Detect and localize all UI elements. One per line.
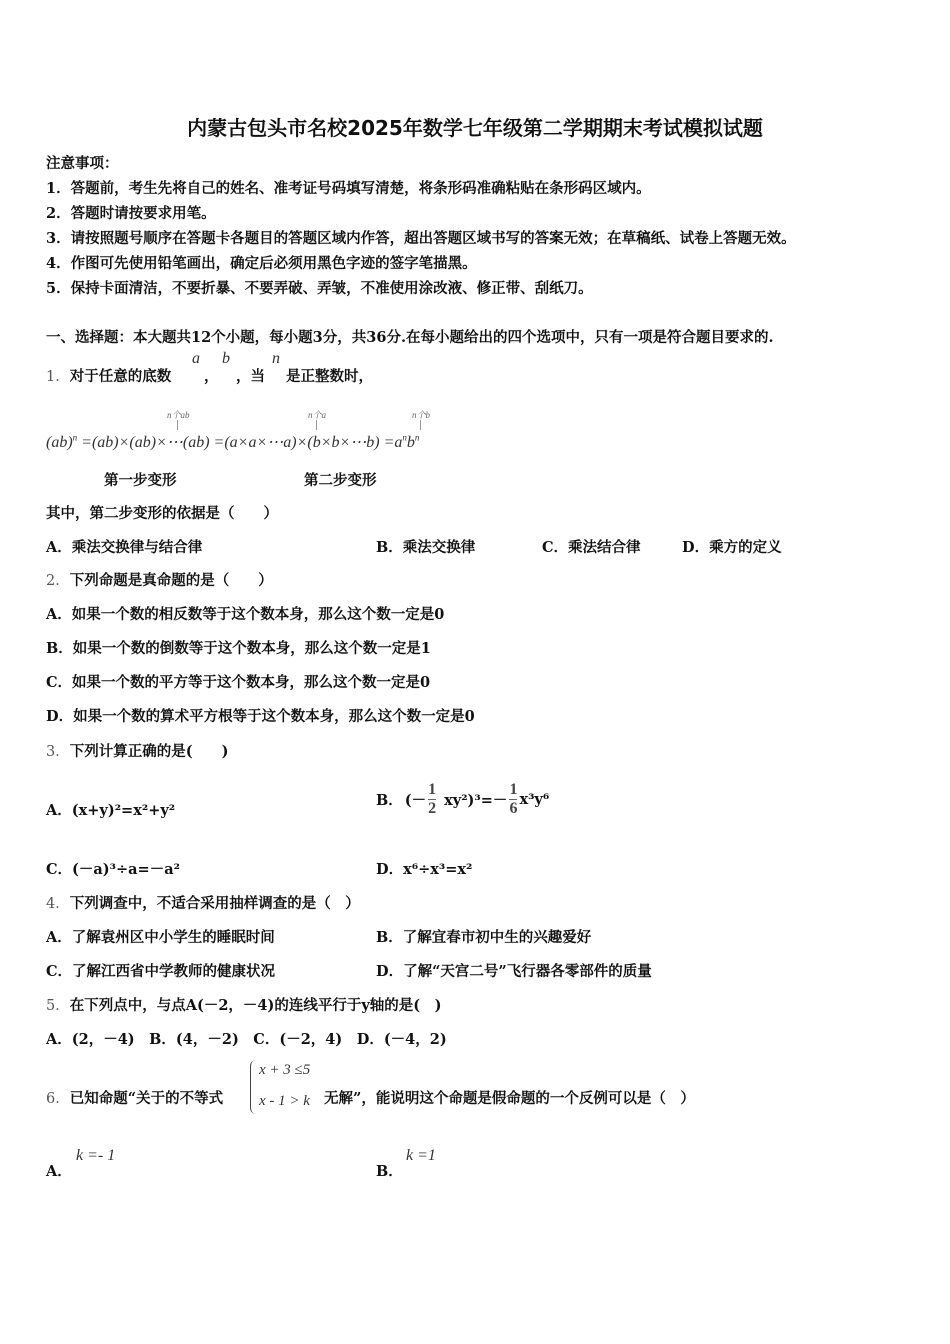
overbrace-label: n个ab <box>167 410 190 420</box>
overbrace-mark <box>316 420 317 430</box>
question-number: 6． <box>46 1091 70 1107</box>
option-a: A．乘法交换律与结合律 <box>46 539 203 556</box>
fraction: $\frac{1}{6}$ <box>509 780 518 817</box>
option-d: D．如果一个数的算术平方根等于这个数本身，那么这个数一定是0 <box>46 708 475 725</box>
option-d: D．乘方的定义 <box>682 539 782 556</box>
question-number: 1． <box>46 369 70 385</box>
formula-exp: n <box>72 432 78 443</box>
option-label: B． <box>376 1163 403 1180</box>
question-stem: 已知命题“关于的不等式 <box>69 1090 224 1107</box>
notice-item: 5．保持卡面清洁，不要折暴、不要弄破、弄皱，不准使用涂改液、修正带、刮纸刀。 <box>46 280 593 297</box>
notice-heading: 注意事项： <box>46 155 119 172</box>
notice-item: 4．作图可先使用铅笔画出，确定后必须用黑色字迹的签字笔描黑。 <box>46 255 477 272</box>
var-n: n <box>272 350 280 367</box>
notice-item: 3．请按照题号顺序在答题卡各题目的答题区域内作答，超出答题区域书写的答案无效；在草稿纸、试卷上答题无效。 <box>46 230 796 247</box>
option-label: A． <box>46 1163 72 1180</box>
fraction: $\frac{1}{2}$ <box>428 780 437 817</box>
option-label: C． <box>46 861 73 878</box>
question-stem-end: 无解”，能说明这个命题是假命题的一个反例可以是（ ） <box>324 1090 695 1107</box>
var-b: b <box>222 350 230 367</box>
overbrace-mark <box>177 420 178 430</box>
options-line: A．(2，－4) B．(4，－2) C．(－2，4) D．(－4，2) <box>46 1031 447 1048</box>
notice-item: 2．答题时请按要求用笔。 <box>46 205 216 222</box>
option-c: C．了解江西省中学教师的健康状况 <box>46 963 276 980</box>
overbrace-label: n个a <box>308 410 327 420</box>
option-d: x⁶÷x³=x² <box>403 861 473 878</box>
step-label: 第二步变形 <box>304 472 377 489</box>
option-c: C．如果一个数的平方等于这个数本身，那么这个数一定是0 <box>46 674 431 691</box>
inequality-brace <box>250 1060 257 1114</box>
option-a: A．了解袁州区中小学生的睡眠时间 <box>46 929 275 946</box>
question-prompt: 其中，第二步变形的依据是（ ） <box>46 505 278 522</box>
page-title: 内蒙古包头市名校2025年数学七年级第二学期期末考试模拟试题 <box>187 116 763 140</box>
option-a: k =- 1 <box>76 1147 116 1164</box>
formula-step1: =(ab)×(ab)×⋯(ab) <box>81 434 210 451</box>
question-stem: 下列计算正确的是( ) <box>69 743 229 760</box>
option-c: C．乘法结合律 <box>542 539 641 556</box>
option-label: B． <box>376 791 403 809</box>
question-number: 4． <box>46 896 70 912</box>
separator: ，当 <box>236 368 265 385</box>
inequality-1: x + 3 ≤5 <box>259 1062 311 1078</box>
option-c: (－a)³÷a=－a² <box>72 861 180 878</box>
option-a: (x+y)²=x²+y² <box>71 802 176 819</box>
question-number: 5． <box>46 998 70 1014</box>
question-number: 3． <box>46 744 70 760</box>
question-stem: 在下列点中，与点A(－2，－4)的连线平行于y轴的是( ) <box>69 997 442 1014</box>
option-label: A． <box>46 802 72 819</box>
separator: ， <box>204 368 219 385</box>
question-stem: 下列调查中，不适合采用抽样调查的是（ ） <box>69 895 360 912</box>
overbrace-label: n个b <box>412 410 431 420</box>
question-stem: 下列命题是真命题的是（ ） <box>69 572 273 589</box>
option-b: B．了解宜春市初中生的兴趣爱好 <box>376 929 592 946</box>
option-a: A．如果一个数的相反数等于这个数本身，那么这个数一定是0 <box>46 606 445 623</box>
option-label: D． <box>376 861 404 878</box>
question-number: 2． <box>46 573 70 589</box>
var-a: a <box>192 350 200 367</box>
option-b: B． (－ $\frac{1}{2}$ xy²)³=－ $\frac{1}{6}$ x³y⁶ <box>376 780 550 817</box>
option-b: B．乘法交换律 <box>376 539 476 556</box>
formula-step2: =(a×a×⋯a)×(b×b×⋯b) <box>213 434 380 451</box>
question-stem: 对于任意的底数 <box>69 368 172 385</box>
formula-result: =a <box>383 434 403 451</box>
step-label: 第一步变形 <box>104 472 177 489</box>
option-b: k =1 <box>406 1147 436 1164</box>
question-stem-end: 是正整数时， <box>286 368 373 385</box>
inequality-2: x - 1 > k <box>259 1093 310 1109</box>
overbrace-mark <box>420 420 421 430</box>
option-b: B．如果一个数的倒数等于这个数本身，那么这个数一定是1 <box>46 640 431 657</box>
formula-left: (ab) <box>46 434 73 451</box>
option-d: D．了解“天宫二号”飞行器各零部件的质量 <box>376 963 652 980</box>
notice-item: 1．答题前，考生先将自己的姓名、准考证号码填写清楚，将条形码准确粘贴在条形码区域内。 <box>46 180 651 197</box>
section-heading: 一、选择题：本大题共12个小题，每小题3分，共36分.在每小题给出的四个选项中，只有一项是符合题目要求的. <box>46 329 774 346</box>
